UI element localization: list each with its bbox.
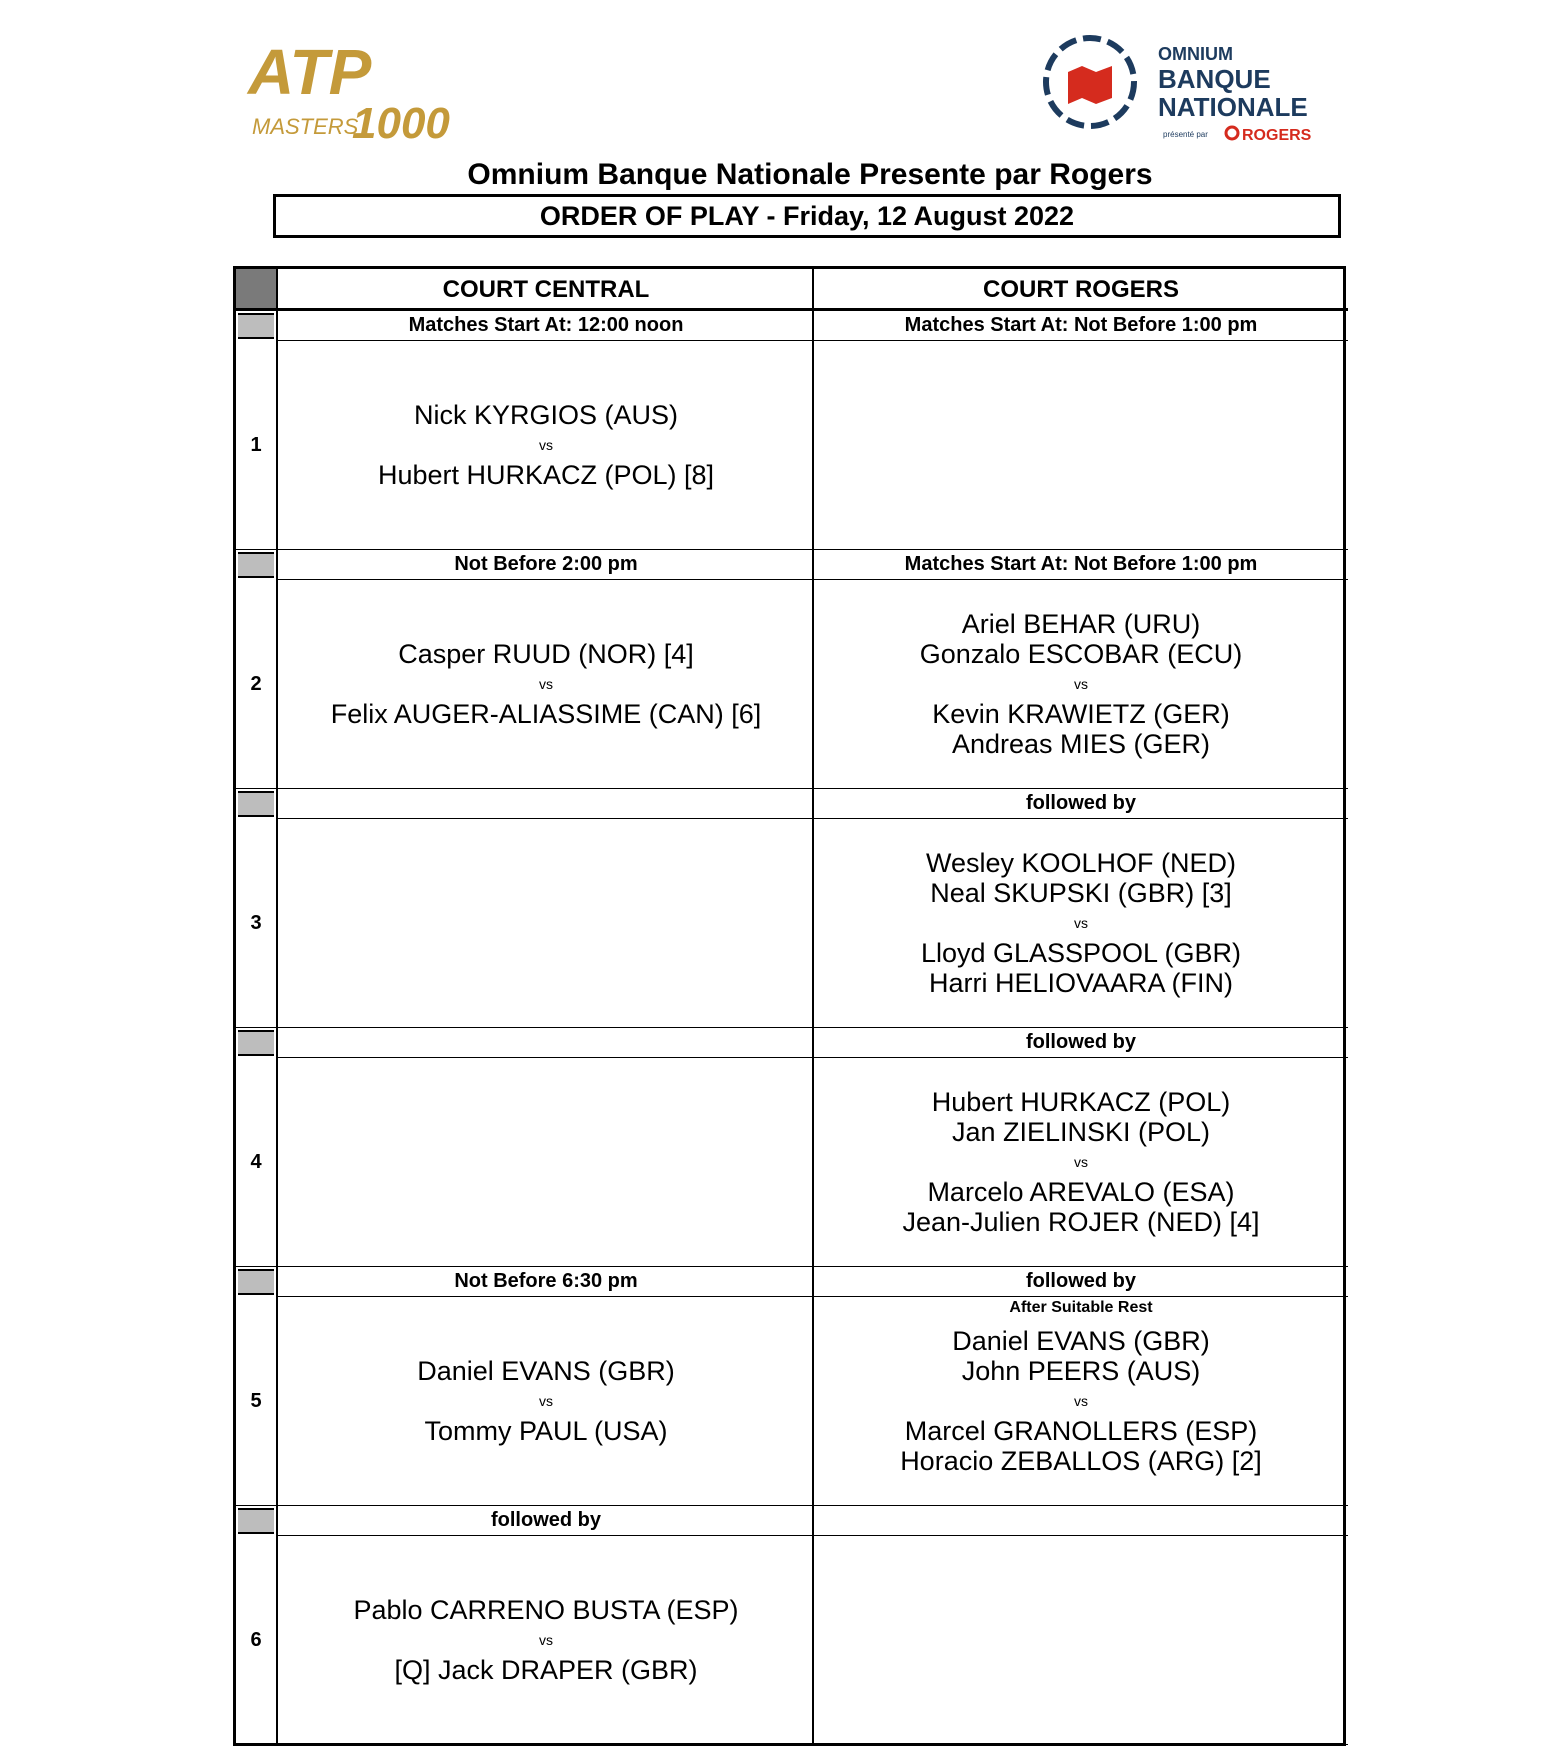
player-name: Hubert HURKACZ (POL) [8] [377, 460, 715, 490]
omnium-banque-nationale-logo [1040, 30, 1330, 145]
svg-text:NATIONALE: NATIONALE [1158, 92, 1308, 122]
player-name: John PEERS (AUS) [961, 1356, 1201, 1386]
player-name: Horacio ZEBALLOS (ARG) [2] [900, 1446, 1262, 1476]
player-name: Casper RUUD (NOR) [4] [398, 639, 694, 669]
match-cell [278, 580, 814, 789]
time-slot-marker [238, 313, 274, 339]
match-cell [814, 1297, 1348, 1506]
player-name: Ariel BEHAR (URU) [961, 609, 1201, 639]
svg-text:ROGERS: ROGERS [1242, 127, 1312, 144]
match-start-time: followed by [278, 1506, 814, 1536]
player-name: Kevin KRAWIETZ (GER) [932, 699, 1230, 729]
player-name: Lloyd GLASSPOOL (GBR) [920, 938, 1242, 968]
player-name: Jan ZIELINSKI (POL) [951, 1117, 1211, 1147]
match-start-time: Matches Start At: 12:00 noon [278, 311, 814, 341]
court-central-column [276, 269, 814, 1743]
time-slot-marker [238, 552, 274, 578]
player-name: Harri HELIOVAARA (FIN) [928, 968, 1234, 998]
match-cell [278, 1297, 814, 1506]
versus-label: vs [539, 1393, 553, 1409]
time-slot-marker [238, 1269, 274, 1295]
court-rogers-column [812, 269, 1348, 1743]
match-start-time: Matches Start At: Not Before 1:00 pm [814, 550, 1348, 580]
player-name: Gonzalo ESCOBAR (ECU) [919, 639, 1243, 669]
tournament-title: Omnium Banque Nationale Presente par Rogers [467, 158, 1153, 191]
court-rogers-header: COURT ROGERS [814, 269, 1348, 311]
svg-text:présenté par: présenté par [1163, 130, 1208, 139]
versus-label: vs [539, 676, 553, 692]
court-central-header: COURT CENTRAL [278, 269, 814, 311]
versus-label: vs [1074, 676, 1088, 692]
svg-text:ATP: ATP [248, 36, 372, 108]
player-name: Wesley KOOLHOF (NED) [925, 848, 1237, 878]
match-cell [814, 1536, 1348, 1745]
match-cell [278, 341, 814, 550]
time-slot-marker [238, 791, 274, 817]
player-name: Nick KYRGIOS (AUS) [413, 400, 679, 430]
versus-label: vs [1074, 915, 1088, 931]
match-cell [278, 1058, 814, 1267]
match-cell [814, 1058, 1348, 1267]
player-name: Daniel EVANS (GBR) [417, 1356, 675, 1386]
player-name: Neal SKUPSKI (GBR) [3] [930, 878, 1232, 908]
versus-label: vs [1074, 1154, 1088, 1170]
player-name: Jean-Julien ROJER (NED) [4] [902, 1207, 1260, 1237]
versus-label: vs [539, 437, 553, 453]
player-name: Andreas MIES (GER) [951, 729, 1211, 759]
atp-masters-1000-logo [240, 34, 480, 146]
match-start-time [278, 789, 814, 819]
order-of-play-heading: ORDER OF PLAY - Friday, 12 August 2022 [273, 194, 1341, 238]
match-order-number: 4 [236, 1058, 276, 1267]
player-name: Pablo CARRENO BUSTA (ESP) [353, 1595, 739, 1625]
match-start-time [814, 1506, 1348, 1536]
svg-text:MASTERS: MASTERS [252, 114, 359, 139]
player-name: Felix AUGER-ALIASSIME (CAN) [6] [330, 699, 762, 729]
match-order-number: 2 [236, 580, 276, 789]
match-start-time: Not Before 6:30 pm [278, 1267, 814, 1297]
match-start-time [278, 1028, 814, 1058]
player-name: Marcelo AREVALO (ESA) [927, 1177, 1235, 1207]
match-start-time: followed by [814, 1267, 1348, 1297]
svg-text:BANQUE: BANQUE [1158, 64, 1271, 94]
match-note: After Suitable Rest [1009, 1299, 1153, 1316]
match-order-number: 5 [236, 1297, 276, 1506]
match-order-number: 3 [236, 819, 276, 1028]
svg-text:OMNIUM: OMNIUM [1158, 44, 1233, 64]
corner-cell [236, 269, 276, 311]
player-name: Marcel GRANOLLERS (ESP) [904, 1416, 1258, 1446]
match-start-time: Matches Start At: Not Before 1:00 pm [814, 311, 1348, 341]
match-order-number: 1 [236, 341, 276, 550]
row-number-column [236, 269, 276, 1743]
player-name: Hubert HURKACZ (POL) [931, 1087, 1231, 1117]
time-slot-marker [238, 1508, 274, 1534]
match-cell [278, 1536, 814, 1745]
time-slot-marker [238, 1030, 274, 1056]
match-cell [278, 819, 814, 1028]
player-name: [Q] Jack DRAPER (GBR) [394, 1655, 698, 1685]
player-name: Tommy PAUL (USA) [424, 1416, 668, 1446]
match-start-time: Not Before 2:00 pm [278, 550, 814, 580]
versus-label: vs [1074, 1393, 1088, 1409]
order-of-play-table [233, 266, 1346, 1746]
match-cell [814, 341, 1348, 550]
versus-label: vs [539, 1632, 553, 1648]
match-cell [814, 580, 1348, 789]
player-name: Daniel EVANS (GBR) [952, 1326, 1210, 1356]
match-order-number: 6 [236, 1536, 276, 1745]
match-start-time: followed by [814, 789, 1348, 819]
svg-text:1000: 1000 [352, 99, 450, 146]
match-cell [814, 819, 1348, 1028]
match-start-time: followed by [814, 1028, 1348, 1058]
